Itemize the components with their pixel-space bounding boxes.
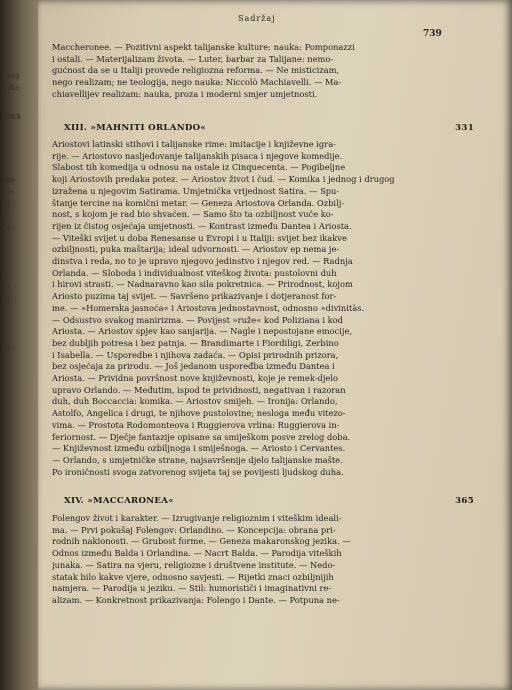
text-line: Astolfo, Angelica i drugi, te njihove pustolovine; nesloga među vitezo- [52, 408, 346, 419]
page-number: 739 [423, 29, 442, 39]
text-line: Maccheronee. — Pozitivni aspekt talijanske kulture: nauka: Pomponazzi [52, 42, 355, 52]
text-line: duh, duh Boccaccia: komika. — Ariostov smijeh. — Ironija: Orlando, [52, 396, 338, 407]
text-line: — Odsustvo svakog manirizma. — Povijest »ruže« kod Poliziana i kod [52, 314, 343, 325]
text-line: Ariosta. — Prividna površnost nove književnosti, koje je remek-djelo [52, 373, 338, 384]
text-line: nego realizam; ne teologija, nego nauka: Niccolò Machiavelli. — Ma- [52, 77, 342, 88]
section-title: XIII. »MAHNITI ORLANDO« [64, 123, 207, 133]
text-line: Ariosta. — Ariostov spjev kao sanjarija. — Nagle i nepostojane emocije, [52, 326, 353, 337]
text-line: — Književnost između ozbiljnoga i smiješnoga. — Ariosto i Cervantes. [52, 443, 346, 454]
text-line: ma. — Prvi pokušaj Folengov: Orlandino. — Koncepcija: obrana pri- [52, 524, 336, 535]
text-line: rodnih nakionosti. — Grubost forme. — Geneza makaronskog jezika. — [52, 536, 351, 547]
gutter-fragment: l- [3, 356, 8, 364]
book-page [38, 0, 512, 690]
text-line: Orlanda. — Sloboda i individualnost viteškog života: pustolovni duh [52, 267, 337, 278]
text-line: dinstva i reda, no to je upravo njegovo jedinstvo i njegov red. — Radnja [52, 256, 353, 267]
gutter-fragment: - [3, 260, 6, 268]
text-line: nost, s kojom je rad bio shvaćen. — Samo što ta ozbiljnost vuče ko- [52, 209, 334, 220]
text-line: i Isabella. — Usporedbe i njihova zadaća. — Opisi prirodnih prizora, [52, 349, 339, 360]
text-line: — Viteški svijet u doba Renesanse u Evropi i u Italiji: svijet bez ikakve [52, 232, 347, 243]
text-line: Po ironičnosti svoga zatvorenog svijeta taj se povijesti ljudskog duha. [52, 466, 344, 477]
gutter-fragment: d- [3, 272, 10, 280]
gutter-fragment: - [3, 320, 6, 328]
section-heading-xiv [64, 496, 474, 506]
text-line: Ariostovi latinski stihovi i talijanske rime: imitacije i književne igra- [52, 139, 336, 149]
text-line: štanje tercine na komični metar. — Geneza Ariostova Orlanda. Ozbilj- [52, 197, 345, 208]
text-line: chiavellijev realizam: nauka, proza i moderni smjer umjetnosti. [52, 88, 318, 99]
gutter-fragment: s- [3, 164, 9, 172]
section-title: XIV. »MACCARONEA« [64, 496, 174, 506]
text-line: junaka. — Satira na vjeru, religiozne i društvene institute. — Nedo- [52, 559, 336, 570]
gutter-fragment: e [3, 248, 8, 256]
text-line: i ostali. — Materijalizam života. — Luter, barbar za Talijane: nemo- [52, 53, 334, 64]
text-line: me. — »Homerska jasnoća« i Ariostova jednostavnost, odnosno »divinitàs. [52, 302, 365, 313]
gutter-fragment: ie [3, 284, 10, 292]
text-line: namjera. — Parodija u jeziku. — Stil: humorističi i imaginativni re- [52, 583, 332, 594]
section-xiv-body [52, 513, 478, 607]
text-line: koji Ariostovih predaka potez. — Ariostov život i čud. — Komika i jednog i drugog [52, 174, 395, 185]
text-line: Ariosto puzima taj svijet. — Savršeno prikazivanje i dotjeranost for- [52, 291, 337, 302]
text-line: feriornost. — Dječje fantazije opisane sa smiješkom posve zrelog doba. [52, 431, 351, 442]
gutter-fragment: oj [3, 296, 10, 304]
gutter-fragment: - [3, 140, 6, 148]
gutter-fragment: aj [3, 200, 10, 208]
gutter-fragment: l- [3, 332, 8, 340]
text-line: — Orlando, s umjetničke strane, najsavršenije djelo talijanske mašte. [52, 454, 343, 465]
text-line: Slabost tih komedija u odnosu na ostale iz Cinquecenta. — Pogibeljne [52, 162, 346, 173]
text-line: upravo Orlando. — Međutim, ispod te prividnosti, negativan i razoran [52, 384, 346, 395]
running-head: Sadržaj [238, 14, 276, 23]
gutter-fragment: ni [3, 344, 10, 352]
text-line: rije. — Ariostovo nasljeđovanje talijanskih pisaca i njegove komedije. [52, 150, 343, 161]
section-page-ref: 365 [455, 496, 474, 506]
text-line: ozbiljnosti, puka maštarija; ideal udvornosti. — Ariostov ep nema je- [52, 244, 340, 255]
gutter-fragment: e- [3, 308, 10, 316]
text-line: bez dubljih potresa i bez patnja. — Brandimarte i Fiordiligi, Zerbino [52, 337, 339, 348]
gutter-fragment: - [3, 236, 6, 244]
text-line: statak bilo kakve vjere, odnosno savjesti. — Rijetki znaci ozbiljnijih [52, 571, 334, 582]
gutter-fragment: ste- [3, 176, 16, 184]
gutter-fragment: to [3, 224, 11, 232]
text-line: i hirovi strasti. — Nadnaravno kao sila pokretnica. — Prirodnost, kojom [52, 279, 353, 290]
text-line: alizam. — Konkretnost prikazivanja: Folengo i Dante. — Potpuna ne- [52, 594, 340, 605]
gutter-fragment: nske [3, 84, 20, 92]
gutter-fragment: 265 [6, 112, 21, 121]
gutter-fragment: li- [3, 212, 10, 220]
section-page-ref: 331 [455, 123, 474, 133]
text-line: Folengov život i karakter. — Izrugivanje religioznim i viteškim ideali- [52, 513, 342, 523]
text-line: Odnos između Balda i Orlandina. — Nacrt Balda. — Parodija viteških [52, 548, 342, 559]
gutter-fragment: ne- [3, 188, 15, 196]
adjacent-page-edge [0, 0, 38, 690]
section-xiii-body [52, 139, 478, 478]
intro-paragraph [52, 42, 478, 101]
section-heading-xiii [64, 123, 474, 133]
text-line: rijen iz čistog osjećaja umjetnosti. — Kontrast između Dantea i Ariosta. [52, 220, 352, 231]
gutter-fragment: a [3, 152, 8, 160]
text-line: izražena u njegovim Satirama. Umjetnička vrijednost Satira. — Spu- [52, 185, 340, 196]
gutter-fragment: ovog [3, 72, 20, 80]
text-line: gućnost da se u Italiji provede religiozna reforma. — Ne misticizam, [52, 65, 340, 76]
text-line: vima. — Prostota Rodomonteova i Ruggierova vrlina: Ruggierova in- [52, 419, 340, 430]
text-line: bez osjećaja za prirodu. — Još jedanom uspoređba između Dantea i [52, 361, 335, 372]
